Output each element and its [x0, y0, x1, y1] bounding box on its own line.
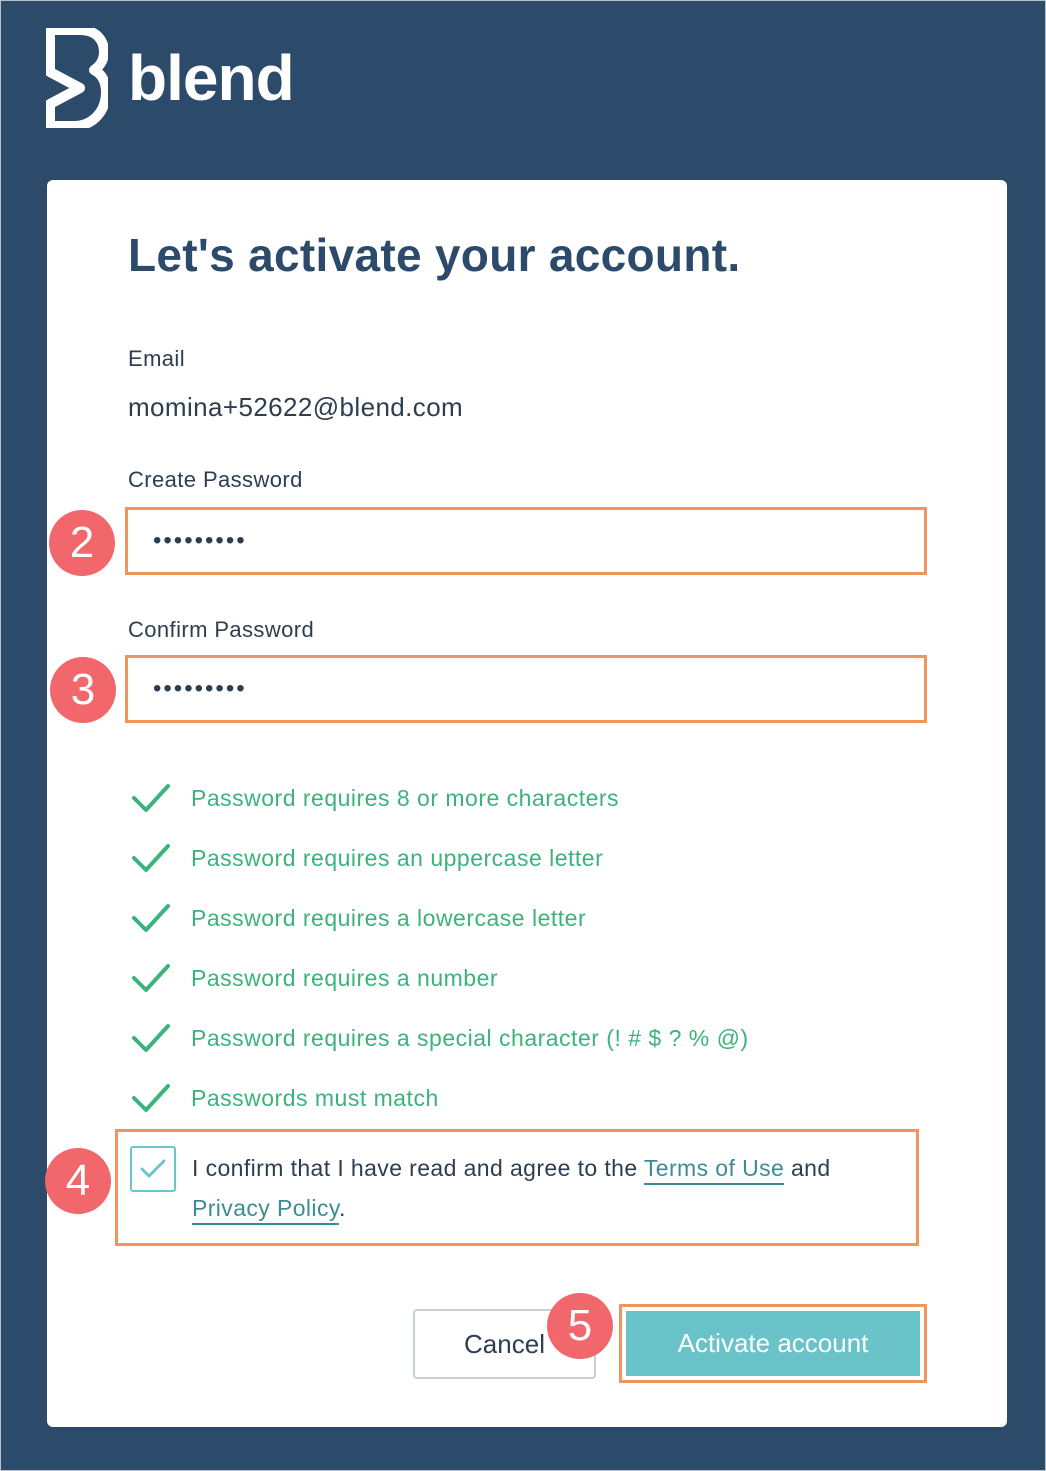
activate-highlight: [619, 1304, 927, 1383]
consent-checkbox[interactable]: [130, 1146, 176, 1192]
blend-logo-icon: [46, 28, 108, 128]
checkmark-icon: [140, 1158, 166, 1180]
requirement-item: [131, 1008, 749, 1068]
check-icon: [131, 1022, 171, 1054]
confirm-password-label: Confirm Password: [128, 617, 315, 642]
requirement-item: [131, 768, 749, 828]
brand-name: blend: [128, 42, 294, 114]
requirement-text: Password requires 8 or more characters: [191, 784, 620, 811]
annotation-badge-2: 2: [49, 510, 115, 576]
terms-of-use-link[interactable]: Terms of Use: [644, 1155, 784, 1185]
annotation-badge-5: 5: [547, 1293, 613, 1359]
create-password-value: •••••••••: [153, 527, 247, 554]
check-icon: [131, 1082, 171, 1114]
requirement-item: [131, 828, 749, 888]
check-icon: [131, 842, 171, 874]
email-label: Email: [128, 346, 186, 371]
requirement-text: Passwords must match: [191, 1084, 439, 1111]
requirement-item: [131, 888, 749, 948]
consent-prefix: I confirm that I have read and agree to the: [192, 1155, 644, 1181]
requirement-text: Password requires a lowercase letter: [191, 904, 587, 931]
activate-account-button[interactable]: Activate account: [626, 1311, 920, 1376]
password-requirements-list: [131, 768, 749, 1128]
requirement-item: [131, 948, 749, 1008]
check-icon: [131, 782, 171, 814]
check-icon: [131, 902, 171, 934]
consent-suffix: .: [339, 1195, 346, 1221]
privacy-policy-link[interactable]: Privacy Policy: [192, 1195, 339, 1225]
confirm-password-value: •••••••••: [153, 675, 247, 702]
check-icon: [131, 962, 171, 994]
requirement-text: Password requires a special character (! # $ ? % @): [191, 1024, 749, 1051]
blend-logo: [46, 28, 294, 128]
confirm-password-input[interactable]: [125, 655, 927, 723]
requirement-text: Password requires an uppercase letter: [191, 844, 604, 871]
create-password-input[interactable]: [125, 507, 927, 575]
annotation-badge-3: 3: [50, 657, 116, 723]
consent-text: [192, 1148, 902, 1228]
requirement-item: [131, 1068, 749, 1128]
requirement-text: Password requires a number: [191, 964, 499, 991]
consent-section: [115, 1129, 919, 1246]
consent-middle: and: [784, 1155, 831, 1181]
cancel-button[interactable]: Cancel: [413, 1309, 596, 1379]
annotation-badge-4: 4: [45, 1148, 111, 1214]
create-password-label: Create Password: [128, 467, 303, 492]
activation-card: [47, 180, 1007, 1427]
page-title: Let's activate your account.: [128, 229, 741, 281]
email-value: momina+52622@blend.com: [128, 392, 464, 422]
